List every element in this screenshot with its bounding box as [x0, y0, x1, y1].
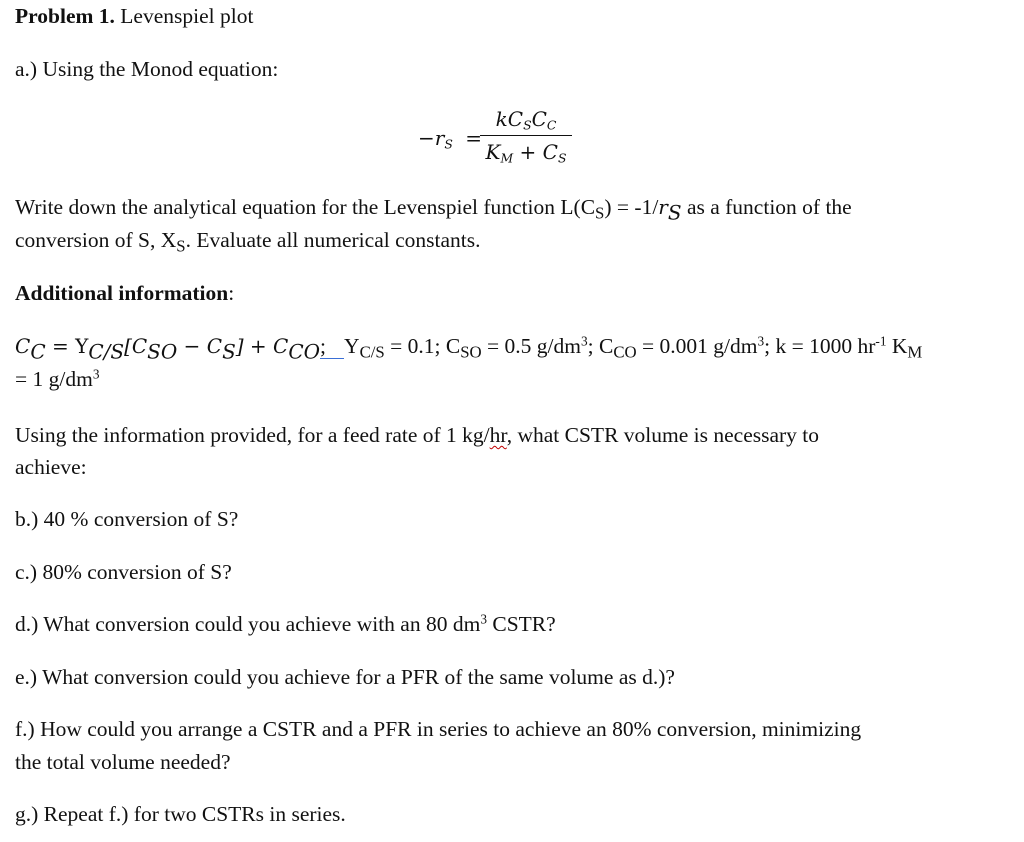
part-f-line-1: f.) How could you arrange a CSTR and a PFR in series to achieve an 80% conversion, minimizing — [15, 717, 862, 741]
title-rest: Levenspiel plot — [114, 4, 254, 28]
part-a: a.) Using the Monod equation: — [15, 57, 279, 81]
part-f-line-2: the total volume needed? — [15, 750, 231, 774]
write-down-line-1: Write down the analytical equation for the Levenspiel function $L(C_S) = -1/r_S$ as a function of the — [15, 195, 852, 225]
problem-title — [15, 3, 253, 29]
using-info-line-2: achieve: — [15, 455, 87, 479]
title-bold: Problem 1. — [15, 4, 115, 28]
fraction-bar — [480, 135, 572, 136]
info-line-2: = 1 $g/dm^3$ — [15, 366, 100, 391]
using-info-line-1: Using the information provided, for a feed rate of 1 kg/hr, what CSTR volume is necessary to — [15, 423, 820, 447]
part-c: c.) 80% conversion of S? — [15, 560, 232, 584]
equation-lhs: $-r_S$ = — [418, 126, 482, 152]
fraction-numerator: $kC_SC_C$ — [495, 107, 557, 133]
part-g: g.) Repeat f.) for two CSTRs in series. — [15, 802, 346, 826]
write-down-line-2: conversion of S, $X_S$. Evaluate all numerical constants. — [15, 228, 481, 256]
info-line-1: $C_C = Y_{C/S}[C_{SO} - C_S] + C_{CO}$; $Y_{C/S} = 0.1$; $C_{SO} = 0.5$ $g/dm^3$; $C_{CO} = 0.001$ $g/dm^3$; k = 1000 $hr^{-1}$ $K_M$ — [15, 333, 923, 364]
part-e: e.) What conversion could you achieve for a PFR of the same volume as d.)? — [15, 665, 675, 689]
equation-fraction — [480, 104, 572, 167]
fraction-denominator: $K_M + C_S$ — [485, 140, 567, 166]
additional-info-heading: Additional information: — [15, 281, 235, 305]
part-b: b.) 40 % conversion of S? — [15, 507, 239, 531]
part-d: d.) What conversion could you achieve with an 80 $dm^3$ CSTR? — [15, 611, 556, 636]
